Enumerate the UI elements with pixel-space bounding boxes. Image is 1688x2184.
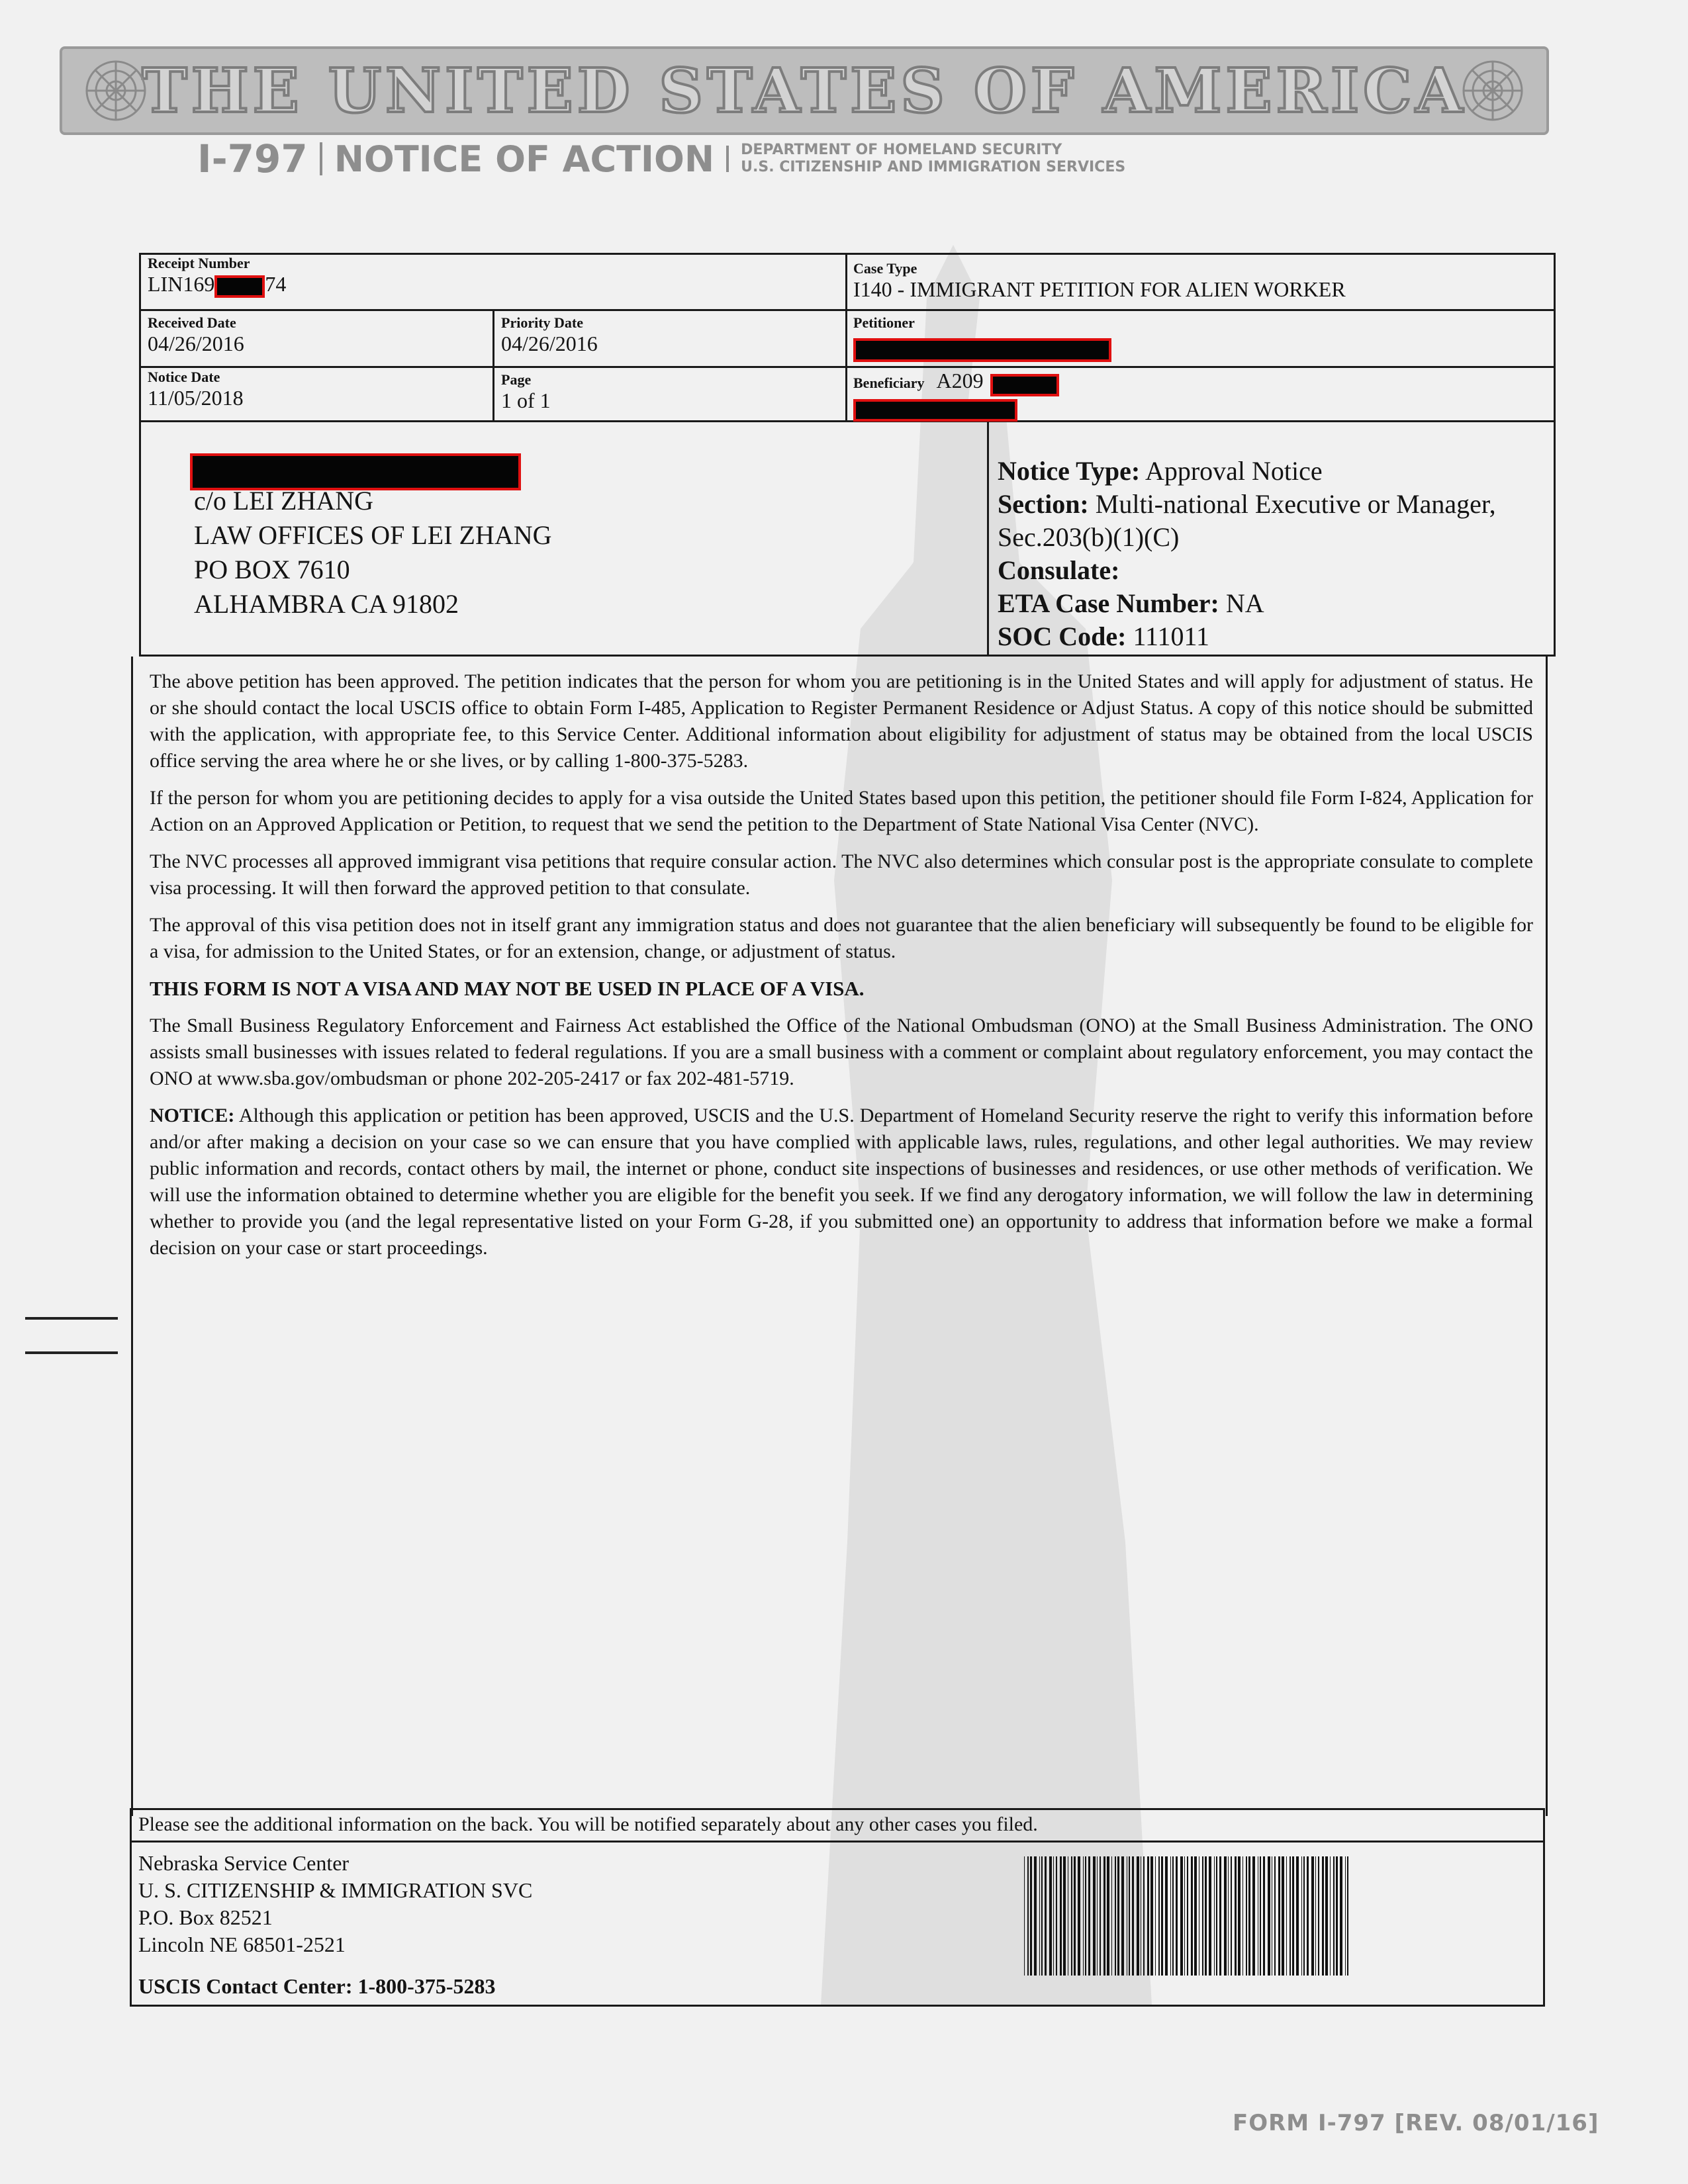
redaction-box xyxy=(853,399,1017,422)
eta-case-number: NA xyxy=(1225,588,1264,618)
beneficiary-field: Beneficiary A209 xyxy=(853,369,1059,422)
barcode xyxy=(1024,1856,1352,1976)
form-title-line xyxy=(197,136,1125,181)
service-center-address: Nebraska Service Center U. S. CITIZENSHIP & IMMIGRATION SVC P.O. Box 82521 Lincoln NE 68501-2521 xyxy=(138,1851,533,1956)
margin-mark xyxy=(25,1351,118,1354)
priority-date-value: 04/26/2016 xyxy=(501,332,598,355)
banner-title: THE UNITED STATES OF AMERICA xyxy=(142,55,1467,126)
received-date-value: 04/26/2016 xyxy=(148,332,244,355)
soc-code: 111011 xyxy=(1133,621,1209,651)
notice-date-value: 11/05/2018 xyxy=(148,386,244,410)
case-type-value: I140 - IMMIGRANT PETITION FOR ALIEN WORKER xyxy=(853,277,1346,301)
notice-date-field: Notice Date 11/05/2018 xyxy=(148,369,244,410)
receipt-number-suffix: 74 xyxy=(265,272,287,296)
received-date-field: Received Date 04/26/2016 xyxy=(148,314,244,355)
notice-body xyxy=(131,657,1548,1816)
redaction-box xyxy=(214,275,265,298)
form-revision: FORM I-797 [REV. 08/01/16] xyxy=(1233,2110,1599,2136)
section-value: Multi-national Executive or Manager, Sec.203(b)(1)(C) xyxy=(998,489,1496,552)
redaction-box xyxy=(853,338,1111,362)
department-name: DEPARTMENT OF HOMELAND SECURITY U.S. CITIZENSHIP AND IMMIGRATION SERVICES xyxy=(741,142,1126,175)
margin-mark xyxy=(25,1317,118,1320)
divider xyxy=(726,146,729,172)
page-field: Page 1 of 1 xyxy=(501,371,551,412)
mailing-address: c/o LEI ZHANG LAW OFFICES OF LEI ZHANG PO BOX 7610 ALHAMBRA CA 91802 xyxy=(194,486,552,619)
paragraph: If the person for whom you are petitioning decides to apply for a visa outside the United States based upon this petition, the petitioner should file Form I-824, Application for Action on an Approved Application or Petition, to request that we send the petition to the Department of State National Visa Center (NVC). xyxy=(150,787,1533,835)
receipt-number-prefix: LIN169 xyxy=(148,272,215,296)
receipt-number-field: Receipt Number LIN169 74 xyxy=(148,255,286,298)
form-title: NOTICE OF ACTION xyxy=(334,138,715,180)
contact-center: USCIS Contact Center: 1-800-375-5283 xyxy=(138,1974,496,1998)
form-number: I-797 xyxy=(197,136,308,181)
footer-box xyxy=(130,1808,1545,2007)
petitioner-field: Petitioner xyxy=(853,314,1111,362)
footer-note: Please see the additional information on the back. You will be notified separately about any other cases you filed. xyxy=(138,1813,1038,1835)
case-info-box xyxy=(139,253,1556,657)
paragraph: The above petition has been approved. The petition indicates that the person for whom you are petitioning is in the United States and will apply for adjustment of status. He or she should contact the local USCIS office to obtain Form I-485, Application to Register Permanent Residence or Adjust Status. A copy of this notice should be submitted with the application, with appropriate fee, to this Service Center. Additional information about eligibility for adjustment of status may be obtained from the local USCIS office serving the area where he or she lives, or by calling 1-800-375-5283. xyxy=(150,670,1533,772)
notice-summary: Notice Type: Approval Notice Section: Multi-national Executive or Manager, Sec.203(b)(1)(C) Consulate: ETA Case Number: NA SOC Code: 111011 xyxy=(998,456,1496,651)
notice-type-value: Approval Notice xyxy=(1145,456,1323,486)
redaction-box xyxy=(990,374,1059,396)
page-value: 1 of 1 xyxy=(501,388,551,412)
paragraph: The NVC processes all approved immigrant visa petitions that require consular action. The NVC also determines which consular post is the appropriate consulate to complete visa processing. It will then forward the approved petition to that consulate. xyxy=(150,850,1533,899)
case-type-field: Case Type I140 - IMMIGRANT PETITION FOR ALIEN WORKER xyxy=(853,260,1346,301)
not-a-visa-warning: THIS FORM IS NOT A VISA AND MAY NOT BE USED IN PLACE OF A VISA. xyxy=(150,977,865,1000)
rosette-ornament-icon xyxy=(1443,53,1542,128)
divider xyxy=(320,142,322,175)
header-banner xyxy=(60,46,1549,135)
beneficiary-a-number: A209 xyxy=(936,369,984,392)
priority-date-field: Priority Date 04/26/2016 xyxy=(501,314,598,355)
rosette-ornament-icon xyxy=(66,53,165,128)
paragraph: The Small Business Regulatory Enforcement and Fairness Act established the Office of the National Ombudsman (ONO) at the Small Business Administration. The ONO assists small businesses with issues related to federal regulations. If you are a small business with a comment or complaint about regulatory enforcement, you may contact the ONO at www.sba.gov/ombudsman or phone 202-205-2417 or fax 202-481-5719. xyxy=(150,1015,1533,1089)
paragraph: The approval of this visa petition does not in itself grant any immigration status and does not guarantee that the alien beneficiary will subsequently be found to be eligible for a visa, for admission to the United States, or for an extension, change, or adjustment of status. xyxy=(150,914,1533,962)
paragraph: NOTICE: Although this application or petition has been approved, USCIS and the U.S. Department of Homeland Security reserve the right to verify this information before and/or after making a decision on your case so we can ensure that you have complied with applicable laws, rules, regulations, and other legal authorities. We may review public information and records, contact others by mail, the internet or phone, conduct site inspections of businesses and residences, or use other methods of verification. We will use the information obtained to determine whether you are eligible for the benefit you seek. If we find any derogatory information, we will follow the law in determining whether to provide you (and the legal representative listed on your Form G-28, if you submitted one) an opportunity to address that information before we make a formal decision on your case or start proceedings. xyxy=(150,1105,1533,1259)
